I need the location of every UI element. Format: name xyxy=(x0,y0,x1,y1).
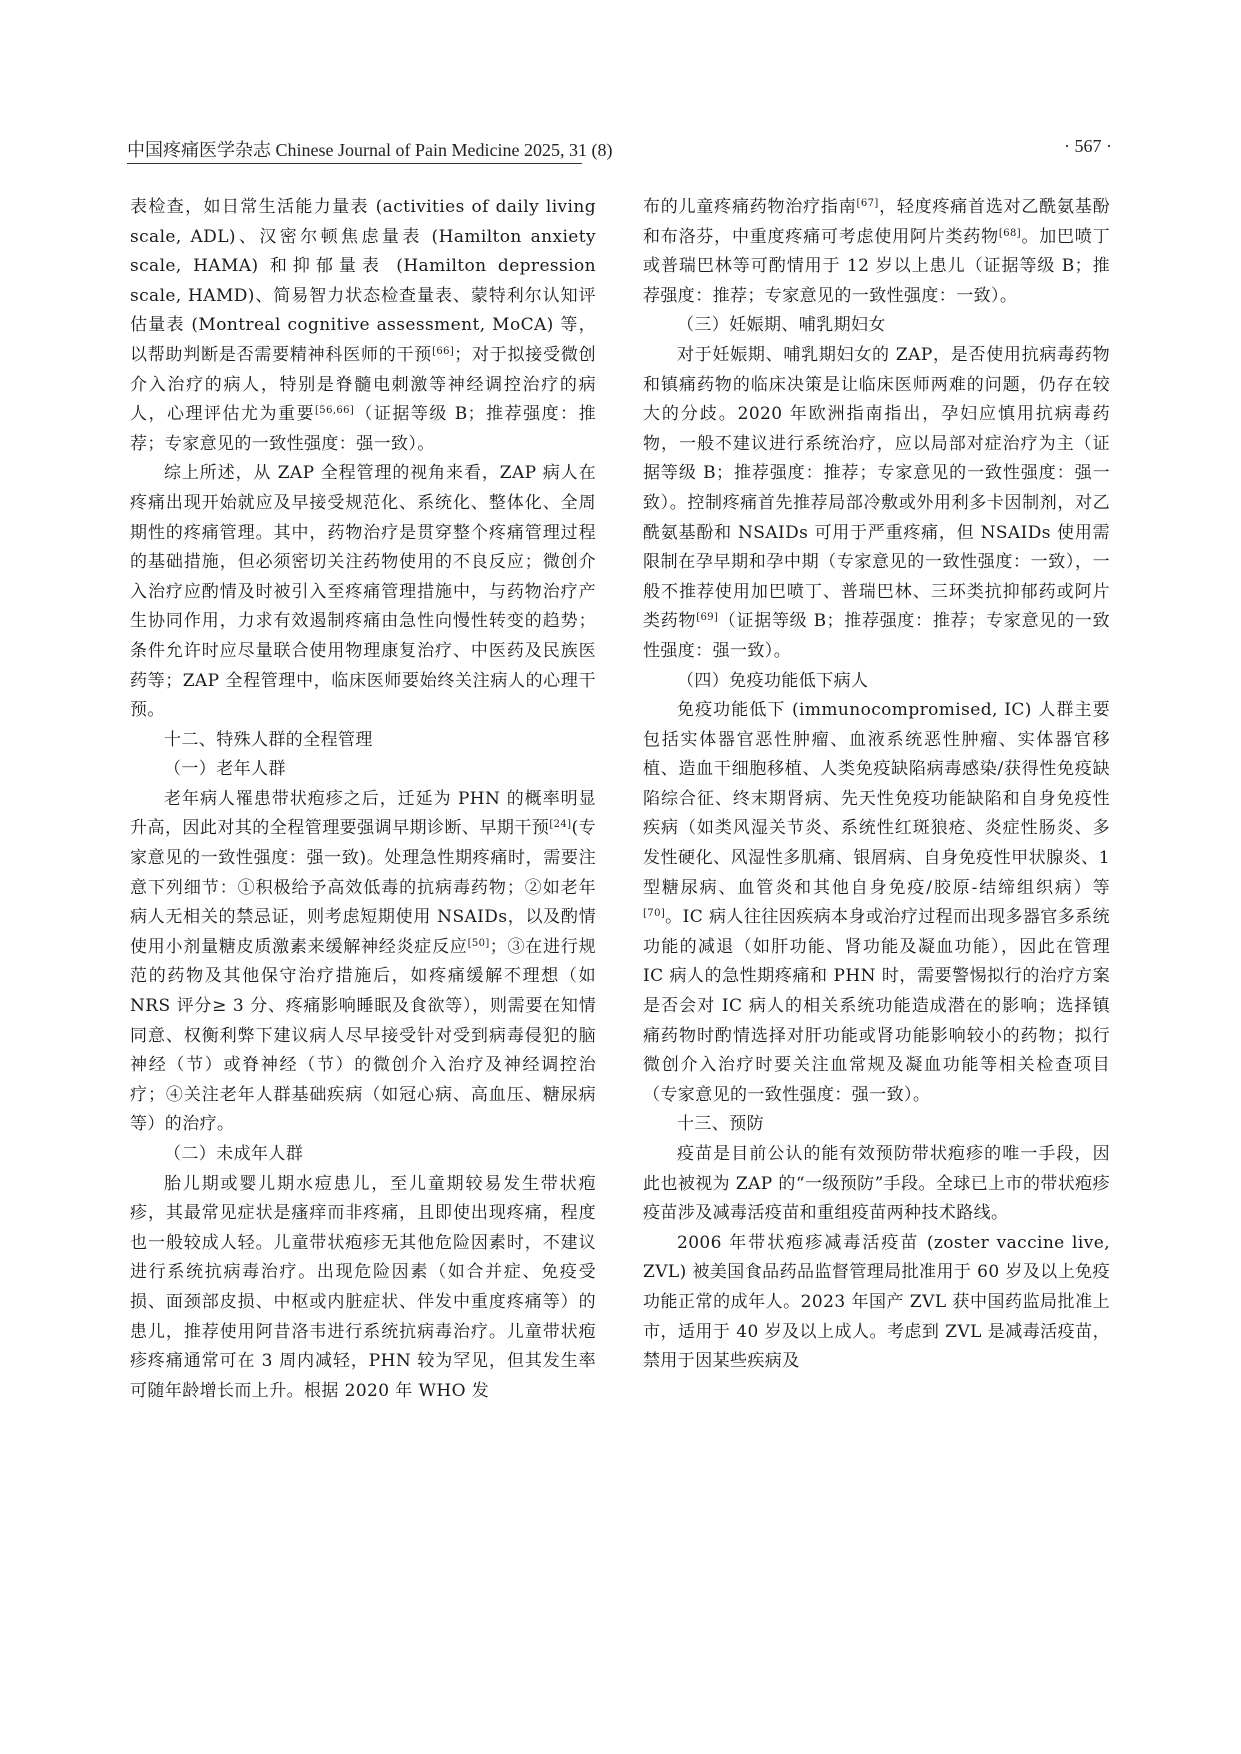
text-run: ；对于拟接受微创介入治疗的病人，特别是脊髓电刺激等神经调控治疗的病人，心理评估尤为重要 xyxy=(130,344,596,425)
text-run: 免疫功能低下 (immunocompromised, IC) 人群主要包括实体器官恶性肿瘤、血液系统恶性肿瘤、实体器官移植、造血干细胞移植、人类免疫缺陷病毒感染/获得性免疫缺陷综合征、终末期肾病、先天性免疫功能缺陷和自身免疫性疾病（如类风湿关节炎、系统性红斑狼疮、炎症性肠炎、多发性硬化、风湿性多肌痛、银屑病、自身免疫性甲状腺炎、1 型糖尿病、血管炎和其他自身免疫/胶原-结缔组织病）等 xyxy=(643,700,1110,898)
left-column xyxy=(130,193,596,1406)
citation: [50] xyxy=(467,937,490,949)
text-run: (专家意见的一致性强度：强一致)。处理急性期疼痛时，需要注意下列细节：①积极给予高效低毒的抗病毒药物；②如老年病人无相关的禁忌证，则考虑短期使用 NSAIDs，以及酌情使用小剂量糖皮质激素来缓解神经炎症反应 xyxy=(130,818,596,957)
text-run: 老年病人罹患带状疱疹之后，迁延为 PHN 的概率明显升高，因此对其的全程管理要强调早期诊断、早期干预 xyxy=(130,788,596,839)
text-run: 布的儿童疼痛药物治疗指南 xyxy=(643,197,857,217)
text-run: ，轻度疼痛首选对乙酰氨基酚和布洛芬，中重度疼痛可考虑使用阿片类药物 xyxy=(643,197,1110,247)
subheading-pregnancy: （三）妊娠期、哺乳期妇女 xyxy=(677,315,886,336)
header-rule xyxy=(127,163,582,164)
citation: [70] xyxy=(643,908,666,920)
paragraph-summary: 综上所述，从 ZAP 全程管理的视角来看，ZAP 病人在疼痛出现开始就应及早接受规范化、系统化、整体化、全周期性的疼痛管理。其中，药物治疗是贯穿整个疼痛管理过程的基础措施，但必须密切关注药物使用的不良反应；微创介入治疗应酌情及时被引入至疼痛管理措施中，与药物治疗产生协同作用，力求有效遏制疼痛由急性向慢性转变的趋势；条件允许时应尽量联合使用物理康复治疗、中医药及民族医药等；ZAP 全程管理中，临床医师要始终关注病人的心理干预。 xyxy=(130,463,596,721)
page-number: · 567 · xyxy=(1064,136,1112,156)
paragraph-minors: 胎儿期或婴儿期水痘患儿，至儿童期较易发生带状疱疹，其最常见症状是瘙痒而非疼痛，且即使出现疼痛，程度也一般较成人轻。儿童带状疱疹无其他危险因素时，不建议进行系统抗病毒治疗。出现危险因素（如合并症、免疫受损、面颈部皮损、中枢或内脏症状、伴发中重度疼痛等）的患儿，推荐使用阿昔洛韦进行系统抗病毒治疗。儿童带状疱疹疼痛通常可在 3 周内减轻，PHN 较为罕见，但其发生率可随年龄增长而上升。根据 2020 年 WHO 发 xyxy=(130,1173,596,1401)
citation: [68] xyxy=(998,227,1022,239)
paragraph-assessment-scales xyxy=(130,193,596,459)
paragraph-pregnancy xyxy=(643,341,1110,667)
running-header xyxy=(127,136,1112,160)
paragraph-immunocompromised xyxy=(643,696,1110,1110)
citation: [67] xyxy=(856,198,879,209)
journal-citation: 中国疼痛医学杂志 Chinese Journal of Pain Medicine 2025, 31 (8) xyxy=(127,140,613,160)
text-run: （证据等级 B；推荐强度：推荐；专家意见的一致性强度：强一致）。 xyxy=(643,611,1110,661)
text-run: 。IC 病人往往因疾病本身或治疗过程而出现多器官多系统功能的减退（如肝功能、肾功能及凝血功能），因此在管理 IC 病人的急性期疼痛和 PHN 时，需要警惕拟行的治疗方案是否会对 IC 病人的相关系统功能造成潜在的影响；选择镇痛药物时酌情选择对肝功能或肾功能影响较小的药物；拟行微创介入治疗时要关注血常规及凝血功能等相关检查项目（专家意见的一致性强度：强一致）。 xyxy=(643,907,1110,1105)
text-run: 。加巴喷丁或普瑞巴林等可酌情用于 12 岁以上患儿（证据等级 B；推荐强度：推荐；专家意见的一致性强度：一致）。 xyxy=(643,226,1111,306)
text-run: ；③在进行规范的药物及其他保守治疗措施后，如疼痛缓解不理想（如 NRS 评分≥ 3 分、疼痛影响睡眠及食欲等），则需要在知情同意、权衡利弊下建议病人尽早接受针对受到病毒侵犯的脑神经（节）或脊神经（节）的微创介入治疗及神经调控治疗；④关注老年人群基础疾病（如冠心病、高血压、糖尿病等）的治疗。 xyxy=(130,936,596,1135)
text-run: （证据等级 B；推荐强度：推荐；专家意见的一致性强度：强一致）。 xyxy=(130,404,597,454)
text-run: 对于妊娠期、哺乳期妇女的 ZAP，是否使用抗病毒药物和镇痛药物的临床决策是让临床医师两难的问题，仍存在较大的分歧。2020 年欧洲指南指出，孕妇应慎用抗病毒药物，一般不建议进行系统治疗，应以局部对症治疗为主（证据等级 B；推荐强度：推荐；专家意见的一致性强度：强一致）。控制疼痛首先推荐局部冷敷或外用利多卡因制剂，对乙酰氨基酚和 NSAIDs 可用于严重疼痛，但 NSAIDs 使用需限制在孕早期和孕中期（专家意见的一致性强度：一致），一般不推荐使用加巴喷丁、普瑞巴林、三环类抗抑郁药或阿片类药物 xyxy=(643,344,1110,632)
section-heading-prevention: 十三、预防 xyxy=(677,1114,764,1135)
citation: [66] xyxy=(432,345,455,357)
paragraph-vaccine-overview: 疫苗是目前公认的能有效预防带状疱疹的唯一手段，因此也被视为 ZAP 的“一级预防”手段。全球已上市的带状疱疹疫苗涉及减毒活疫苗和重组疫苗两种技术路线。 xyxy=(643,1144,1110,1224)
citation: [69] xyxy=(696,612,719,624)
citation: [56,66] xyxy=(315,405,355,417)
subheading-elderly: （一）老年人群 xyxy=(164,759,286,780)
subheading-immunocompromised: （四）免疫功能低下病人 xyxy=(677,670,869,691)
paragraph-elderly xyxy=(130,785,596,1140)
section-heading-special-populations: 十二、特殊人群的全程管理 xyxy=(164,729,373,750)
paragraph-pediatric-drugs xyxy=(643,193,1110,311)
citation: [24] xyxy=(549,819,572,831)
right-column xyxy=(643,193,1110,1377)
paragraph-zvl: 2006 年带状疱疹减毒活疫苗 (zoster vaccine live, ZVL) 被美国食品药品监督管理局批准用于 60 岁及以上免疫功能正常的成年人。2023 年国产 ZVL 获中国药监局批准上市，适用于 40 岁及以上成人。考虑到 ZVL 是减毒活疫苗，禁用于因某些疾病及 xyxy=(643,1232,1110,1372)
text-run: 表检查，如日常生活能力量表 (activities of daily living scale, ADL)、汉密尔顿焦虑量表 (Hamilton anxiety scale, HAMA) 和抑郁量表 (Hamilton depression scale, HAMD)、简易智力状态检查量表、蒙特利尔认知评估量表 (Montreal cognitive assessment, MoCA) 等，以帮助判断是否需要精神科医师的干预 xyxy=(130,197,596,365)
subheading-minors: （二）未成年人群 xyxy=(164,1144,304,1164)
